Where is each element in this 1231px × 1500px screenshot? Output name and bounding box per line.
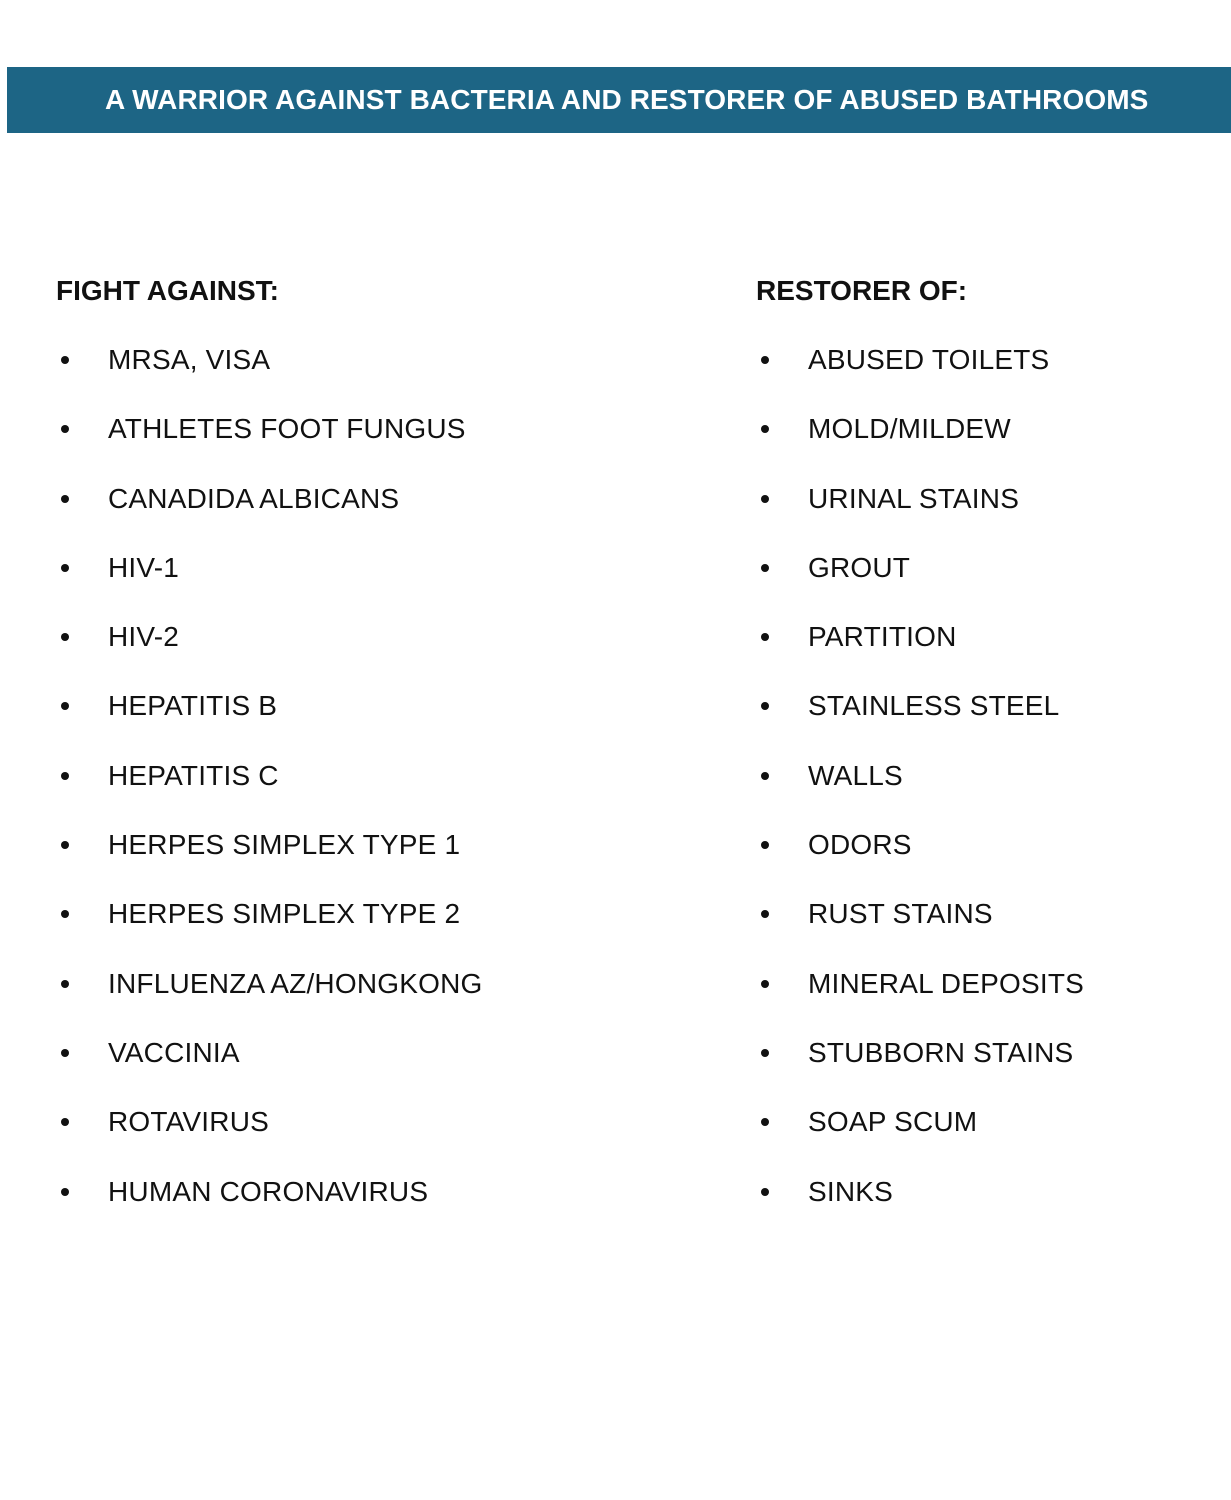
banner-title: A WARRIOR AGAINST BACTERIA AND RESTORER OF ABUSED BATHROOMS xyxy=(105,84,1149,115)
restorer-of-item xyxy=(756,757,1226,826)
bullet-icon xyxy=(761,772,769,780)
restorer-of-heading: RESTORER OF: xyxy=(756,275,968,306)
fight-against-item xyxy=(56,410,696,479)
fight-against-item xyxy=(56,826,696,895)
fight-against-item xyxy=(56,1103,696,1172)
list-item-text: MRSA, VISA xyxy=(108,344,271,375)
bullet-icon xyxy=(61,980,69,988)
list-item-text: VACCINIA xyxy=(108,1036,240,1068)
fight-against-item xyxy=(56,549,696,618)
list-item-text: GROUT xyxy=(808,551,911,583)
restorer-of-item xyxy=(756,549,1226,618)
restorer-of-column xyxy=(756,272,1226,1242)
list-item-text: HIV-1 xyxy=(108,551,180,583)
fight-against-item xyxy=(56,757,696,826)
list-item-text: RUST STAINS xyxy=(808,898,993,930)
bullet-icon xyxy=(61,356,69,364)
list-item-text: HEPATITIS B xyxy=(108,690,278,722)
bullet-icon xyxy=(761,702,769,710)
fight-against-item xyxy=(56,1173,696,1242)
fight-against-heading: FIGHT AGAINST: xyxy=(56,275,279,306)
bullet-icon xyxy=(61,425,69,433)
bullet-icon xyxy=(761,980,769,988)
list-item-text: INFLUENZA AZ/HONGKONG xyxy=(108,967,483,999)
restorer-of-item xyxy=(756,341,1226,410)
bullet-icon xyxy=(61,910,69,918)
bullet-icon xyxy=(761,910,769,918)
restorer-of-item xyxy=(756,1103,1226,1172)
bullet-icon xyxy=(61,841,69,849)
restorer-of-item xyxy=(756,480,1226,549)
bullet-icon xyxy=(761,425,769,433)
bullet-icon xyxy=(761,633,769,641)
bullet-icon xyxy=(61,702,69,710)
bullet-icon xyxy=(761,356,769,364)
list-item-text: STAINLESS STEEL xyxy=(808,690,1060,722)
list-item-text: MOLD/MILDEW xyxy=(808,413,1011,445)
restorer-of-item xyxy=(756,1173,1226,1242)
bullet-icon xyxy=(761,1118,769,1126)
restorer-of-item xyxy=(756,826,1226,895)
bullet-icon xyxy=(61,495,69,503)
restorer-of-list xyxy=(756,341,1226,1242)
bullet-icon xyxy=(761,495,769,503)
list-item-text: PARTITION xyxy=(808,621,957,653)
bullet-icon xyxy=(61,1188,69,1196)
restorer-of-item xyxy=(756,965,1226,1034)
bullet-icon xyxy=(761,1049,769,1057)
bullet-icon xyxy=(61,772,69,780)
list-item-text: CANADIDA ALBICANS xyxy=(108,482,400,514)
fight-against-column xyxy=(56,272,696,1242)
list-item-text: SOAP SCUM xyxy=(808,1106,978,1138)
list-item-text: HERPES SIMPLEX TYPE 1 xyxy=(108,829,461,861)
bullet-icon xyxy=(761,564,769,572)
fight-against-item xyxy=(56,895,696,964)
title-banner xyxy=(7,67,1231,133)
fight-against-item xyxy=(56,480,696,549)
restorer-of-item xyxy=(756,618,1226,687)
bullet-icon xyxy=(61,633,69,641)
list-item-text: WALLS xyxy=(808,759,903,791)
restorer-of-item xyxy=(756,895,1226,964)
fight-against-list xyxy=(56,341,696,1242)
list-item-text: STUBBORN STAINS xyxy=(808,1036,1074,1068)
fight-against-item xyxy=(56,341,696,410)
list-item-text: HEPATITIS C xyxy=(108,759,279,791)
bullet-icon xyxy=(61,1118,69,1126)
restorer-of-item xyxy=(756,410,1226,479)
list-item-text: ODORS xyxy=(808,829,912,861)
fight-against-item xyxy=(56,965,696,1034)
bullet-icon xyxy=(61,1049,69,1057)
list-item-text: HERPES SIMPLEX TYPE 2 xyxy=(108,898,461,930)
list-item-text: ROTAVIRUS xyxy=(108,1106,269,1138)
fight-against-item xyxy=(56,1034,696,1103)
list-item-text: HIV-2 xyxy=(108,621,180,653)
bullet-icon xyxy=(761,1188,769,1196)
fight-against-item xyxy=(56,687,696,756)
bullet-icon xyxy=(61,564,69,572)
list-item-text: SINKS xyxy=(808,1175,894,1207)
restorer-of-item xyxy=(756,687,1226,756)
list-item-text: MINERAL DEPOSITS xyxy=(808,967,1084,999)
list-item-text: HUMAN CORONAVIRUS xyxy=(108,1175,429,1207)
list-item-text: ABUSED TOILETS xyxy=(808,344,1050,375)
restorer-of-item xyxy=(756,1034,1226,1103)
list-item-text: ATHLETES FOOT FUNGUS xyxy=(108,413,466,445)
fight-against-item xyxy=(56,618,696,687)
list-item-text: URINAL STAINS xyxy=(808,482,1020,514)
bullet-icon xyxy=(761,841,769,849)
